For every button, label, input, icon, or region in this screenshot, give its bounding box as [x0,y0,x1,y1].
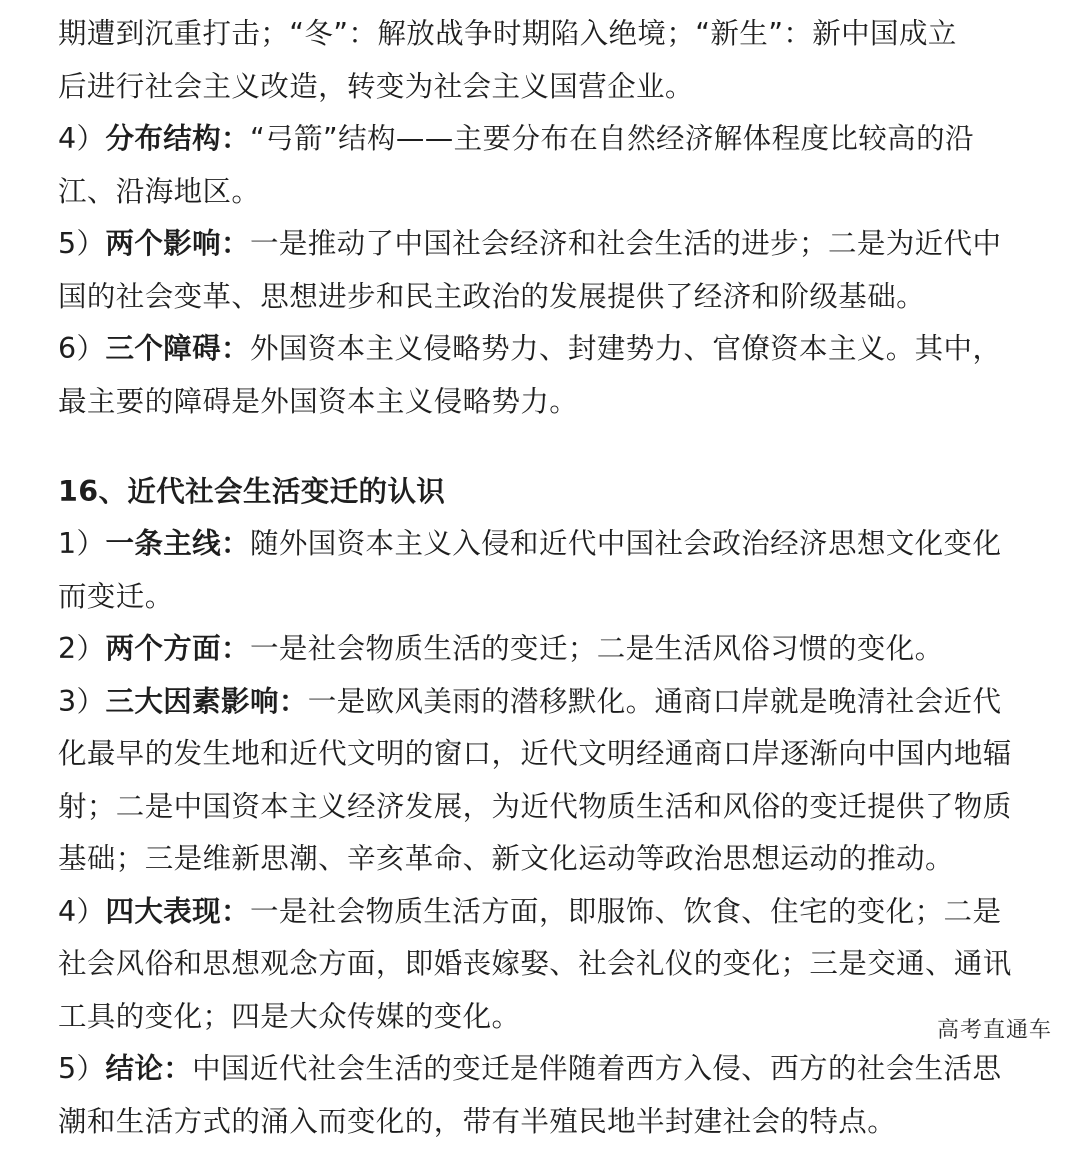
item-number: 4） [58,894,106,928]
item-label: 结论： [105,1052,193,1085]
list-item [58,682,1018,722]
line-text: 潮和生活方式的涌入而变化的，带有半殖民地半封建社会的特点。 [58,1104,897,1138]
text-line [58,944,1018,984]
line-text: 期遭到沉重打击；“冬”：解放战争时期陷入绝境；“新生”：新中国成立 [58,17,957,50]
text-line [58,67,1018,107]
text-line [58,382,1018,422]
line-text: 而变迁。 [58,579,174,613]
text-line [58,577,1018,617]
item-label: 三大因素影响： [105,684,308,718]
list-item [58,892,1018,932]
line-text: 后进行社会主义改造，转变为社会主义国营企业。 [58,69,694,103]
text-line [58,1102,1018,1142]
text-line [58,734,1018,774]
item-number: 4） [58,122,106,155]
text-line [58,14,1018,54]
item-label: 一条主线： [105,527,250,560]
watermark-text: 高考直通车 [936,1018,1052,1043]
item-text: 中国近代社会生活的变迁是伴随着西方入侵、西方的社会生活思 [192,1052,1002,1085]
line-text: 射；二是中国资本主义经济发展，为近代物质生活和风俗的变迁提供了物质 [58,789,1012,823]
line-text: 国的社会变革、思想进步和民主政治的发展提供了经济和阶级基础。 [58,279,926,313]
list-item [58,329,1018,369]
list-item [58,524,1018,564]
document-page [58,14,1018,1154]
list-item [58,629,1018,669]
list-item [58,224,1018,264]
line-text: 最主要的障碍是外国资本主义侵略势力。 [58,384,579,418]
item-text: 一是推动了中国社会经济和社会生活的进步；二是为近代中 [249,227,1002,260]
item-number: 1） [58,527,106,560]
item-text: 一是社会物质生活方面，即服饰、饮食、住宅的变化；二是 [249,894,1002,928]
item-number: 3） [58,684,106,718]
item-label: 两个方面： [105,632,250,665]
line-text: 江、沿海地区。 [58,174,261,208]
item-number: 6） [58,332,106,365]
text-line [58,839,1018,879]
item-text: 一是欧风美雨的潜移默化。通商口岸就是晚清社会近代 [307,684,1002,718]
text-line [58,787,1018,827]
item-label: 三个障碍： [105,332,250,365]
line-text: 基础；三是维新思潮、辛亥革命、新文化运动等政治思想运动的推动。 [58,842,954,875]
list-item [58,119,1018,159]
item-text: 一是社会物质生活的变迁；二是生活风俗习惯的变化。 [249,632,944,665]
text-line [58,997,1018,1037]
line-text: 社会风俗和思想观念方面，即婚丧嫁娶、社会礼仪的变化；三是交通、通讯 [58,947,1012,980]
list-item [58,1049,1018,1089]
item-label: 四大表现： [105,894,250,928]
section-heading [58,472,1018,512]
item-number: 2） [58,632,106,665]
text-line [58,172,1018,212]
item-label: 分布结构： [105,122,250,155]
item-text: 外国资本主义侵略势力、封建势力、官僚资本主义。其中， [249,332,1002,365]
text-line [58,277,1018,317]
item-label: 两个影响： [105,227,250,260]
item-number: 5） [58,227,106,260]
item-text: 随外国资本主义入侵和近代中国社会政治经济思想文化变化 [249,527,1002,560]
line-text: 化最早的发生地和近代文明的窗口，近代文明经通商口岸逐渐向中国内地辐 [58,737,1012,770]
item-text: “弓箭”结构——主要分布在自然经济解体程度比较高的沿 [249,122,974,155]
section-title: 16、近代社会生活变迁的认识 [58,474,446,508]
item-number: 5） [58,1052,106,1085]
line-text: 工具的变化；四是大众传媒的变化。 [58,999,521,1033]
